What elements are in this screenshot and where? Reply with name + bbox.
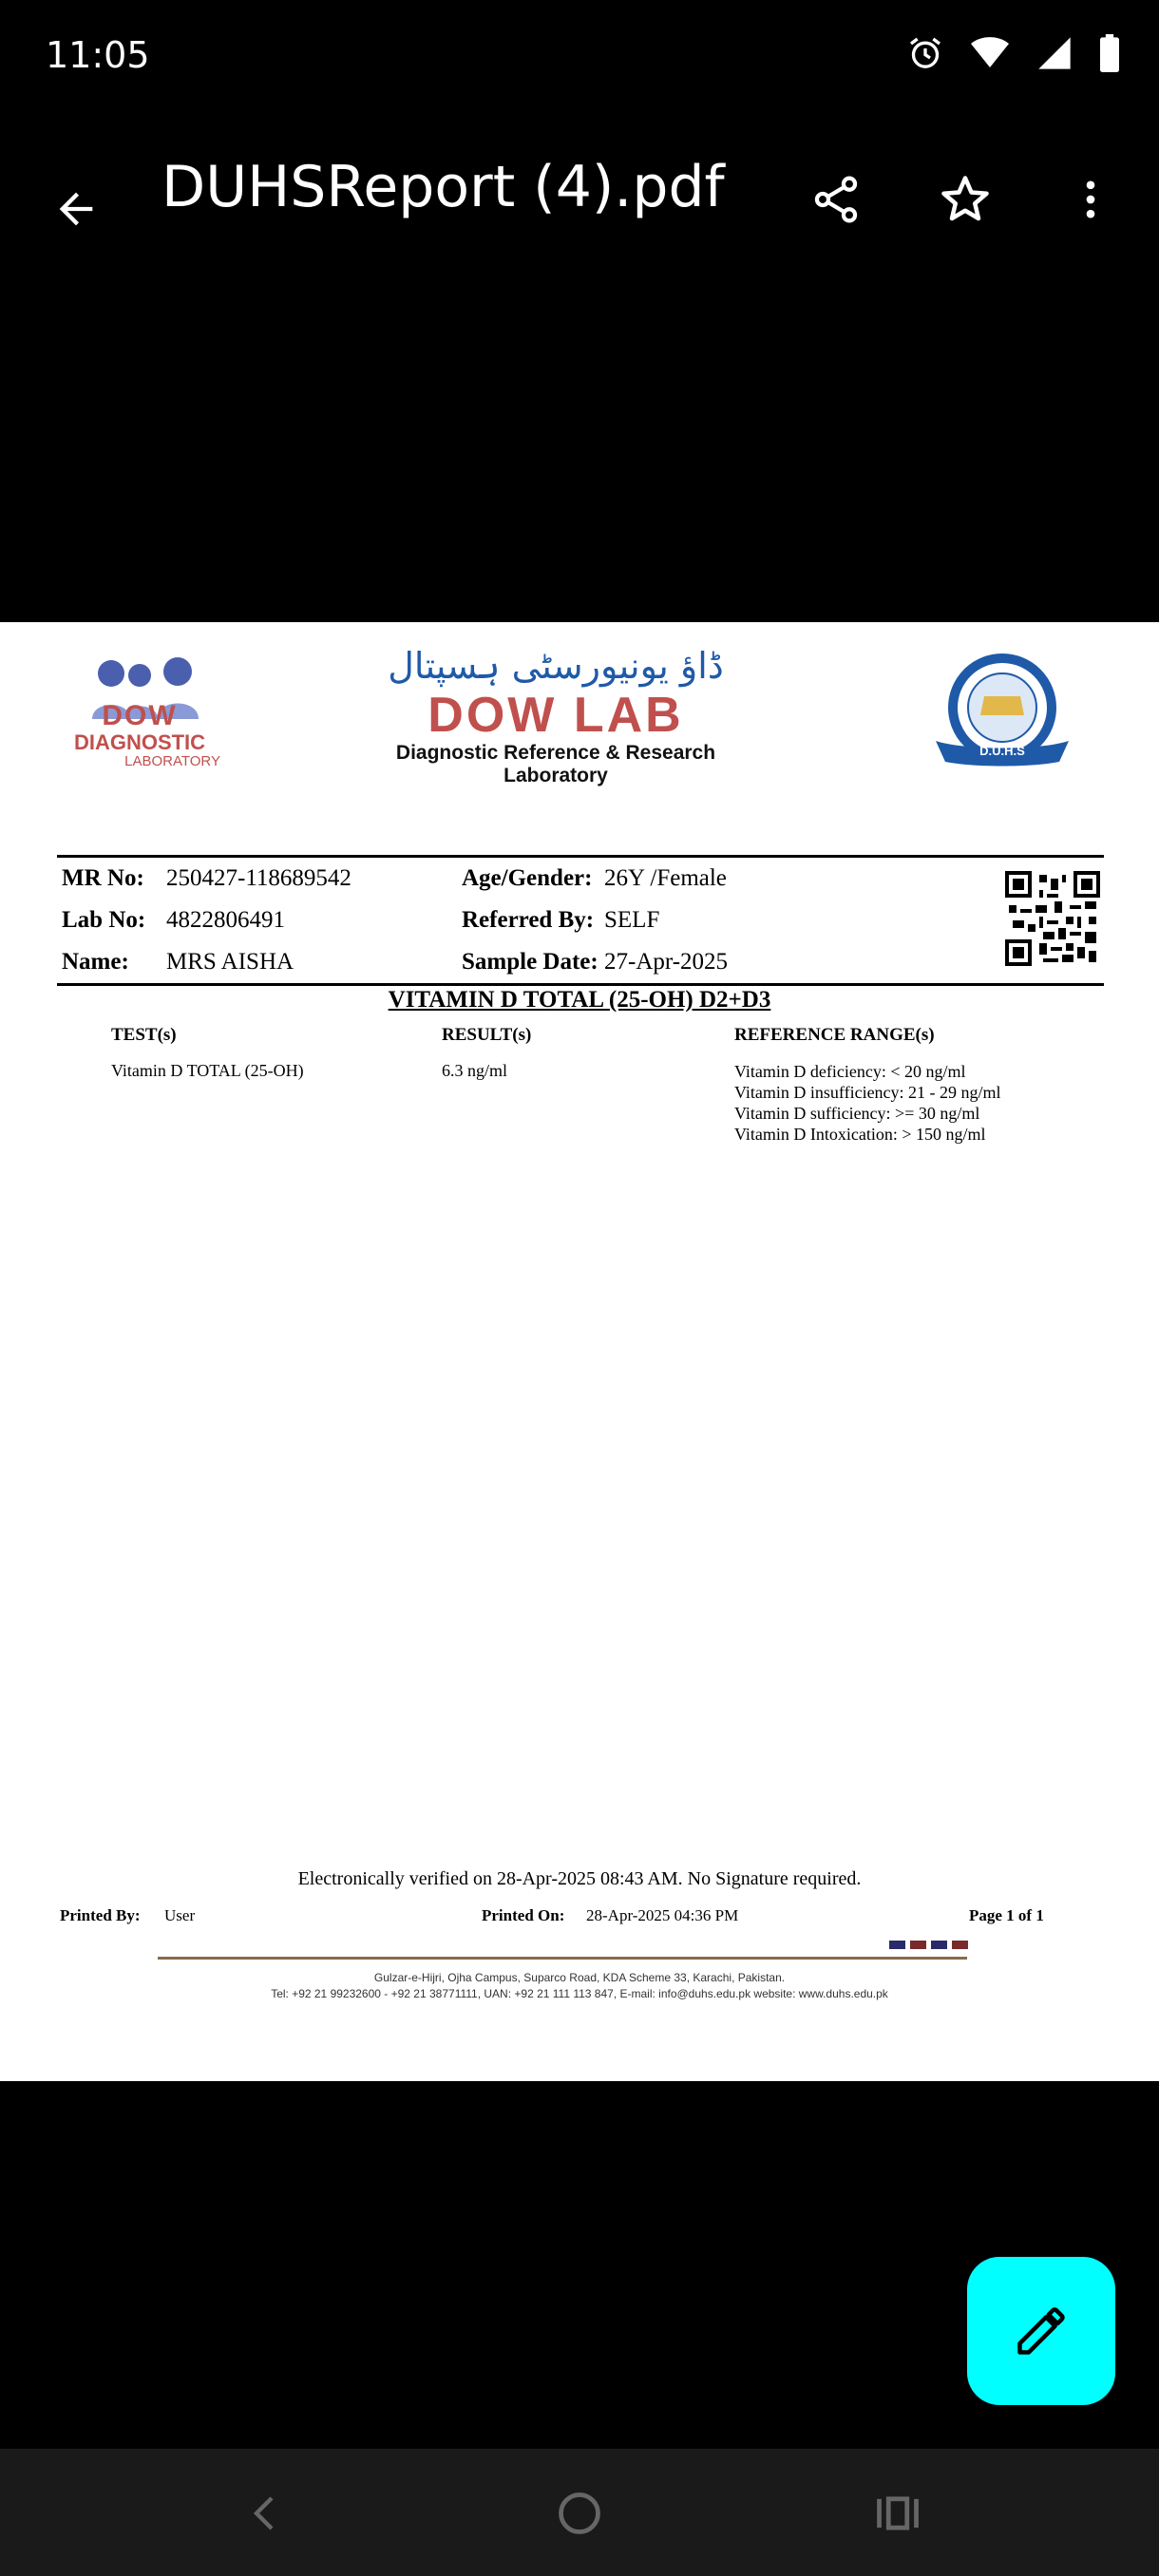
test-name-cell: Vitamin D TOTAL (25-OH): [111, 1061, 304, 1080]
back-button[interactable]: [38, 171, 114, 247]
lab-no-value: 4822806491: [166, 907, 285, 933]
result-cell: 6.3 ng/ml: [442, 1061, 508, 1080]
range-intoxication: Vitamin D Intoxication: > 150 ng/ml: [734, 1125, 986, 1144]
app-bar: [0, 133, 1159, 266]
verified-note: Electronically verified on 28-Apr-2025 08:43 AM. No Signature required.: [297, 1868, 862, 1889]
more-options-button[interactable]: [1053, 161, 1129, 237]
status-icons: [906, 34, 1121, 72]
range-deficiency: Vitamin D deficiency: < 20 ng/ml: [734, 1062, 966, 1081]
nav-home-icon: [555, 2489, 604, 2538]
dow-diagnostic-logo: [59, 653, 220, 786]
sample-date-value: 27-Apr-2025: [604, 949, 729, 975]
range-column-header: REFERENCE RANGE(s): [734, 1025, 935, 1045]
edit-pencil-icon: [1013, 2302, 1070, 2359]
range-insufficiency: Vitamin D insufficiency: 21 - 29 ng/ml: [734, 1083, 1001, 1102]
printed-on-label: Printed On:: [482, 1906, 565, 1924]
nav-back-icon: [243, 2491, 289, 2536]
nav-recents-icon: [873, 2489, 922, 2538]
more-vert-icon: [1066, 175, 1115, 224]
lab-no-label: Lab No:: [62, 907, 146, 933]
duhs-logo: [931, 651, 1074, 784]
laboratory-logo-text: LABORATORY: [124, 753, 220, 769]
battery-icon: [1098, 34, 1121, 72]
mr-no-label: MR No:: [62, 865, 144, 891]
dow-lab-logo: [342, 643, 770, 786]
test-column-header: TEST(s): [111, 1025, 177, 1045]
edit-fab-button[interactable]: [967, 2257, 1115, 2405]
arrow-back-icon: [51, 184, 101, 234]
printed-by-value: User: [164, 1906, 196, 1924]
age-gender-value: 26Y /Female: [604, 865, 727, 891]
lab-subtitle: Diagnostic Reference & Research Laboratory: [395, 742, 716, 786]
footer-rule: [158, 1957, 967, 1960]
share-button[interactable]: [798, 161, 874, 237]
star-button[interactable]: [927, 161, 1003, 237]
result-column-header: RESULT(s): [442, 1025, 532, 1045]
name-value: MRS AISHA: [166, 949, 294, 975]
status-time: 11:05: [46, 34, 150, 76]
wifi-icon: [969, 34, 1011, 72]
dow-lab-name: DOW LAB: [428, 688, 684, 743]
duhs-logo-text: D.U.H.S: [979, 744, 1025, 758]
dow-logo-text: DOW: [102, 700, 178, 731]
header-bottom-rule: [57, 983, 1104, 986]
referred-by-label: Referred By:: [462, 907, 595, 933]
sample-date-label: Sample Date:: [462, 949, 598, 975]
nav-home-button[interactable]: [542, 2475, 618, 2551]
mr-no-value: 250427-118689542: [166, 865, 352, 891]
urdu-hospital-name: ڈاؤ یونیورسٹی ہسپتال: [388, 645, 724, 687]
qr-code-icon: [1005, 871, 1100, 966]
page-number: Page 1 of 1: [969, 1906, 1044, 1924]
duhs-seal-icon: [931, 651, 1074, 784]
referred-by-value: SELF: [604, 907, 660, 933]
nav-recents-button[interactable]: [860, 2475, 936, 2551]
name-label: Name:: [62, 949, 129, 975]
header-top-rule: [57, 855, 1104, 858]
diagnostic-logo-text: DIAGNOSTIC: [73, 730, 206, 754]
report-title: VITAMIN D TOTAL (25-OH) D2+D3: [388, 987, 771, 1013]
reference-range-cell: [734, 1061, 1001, 1145]
status-bar: [0, 0, 1159, 114]
age-gender-label: Age/Gender:: [462, 865, 593, 891]
alarm-icon: [906, 34, 944, 72]
footer-color-squares: [889, 1941, 968, 1949]
star-icon: [937, 171, 994, 228]
pdf-page[interactable]: [0, 622, 1159, 2081]
nav-back-button[interactable]: [228, 2475, 304, 2551]
share-icon: [809, 173, 863, 226]
signal-icon: [1036, 34, 1074, 72]
printed-on-value: 28-Apr-2025 04:36 PM: [586, 1906, 739, 1924]
footer-address: Gulzar-e-Hijri, Ojha Campus, Suparco Road, KDA Scheme 33, Karachi, Pakistan.: [373, 1971, 786, 1984]
range-sufficiency: Vitamin D sufficiency: >= 30 ng/ml: [734, 1104, 980, 1123]
navigation-bar: [0, 2449, 1159, 2576]
document-title: DUHSReport (4).pdf: [162, 154, 725, 220]
footer-contact: Tel: +92 21 99232600 - +92 21 38771111, UAN: +92 21 111 113 847, E-mail: info@duhs.edu.pk website: www.duhs.edu.pk: [271, 1987, 888, 2000]
printed-by-label: Printed By:: [60, 1906, 141, 1924]
